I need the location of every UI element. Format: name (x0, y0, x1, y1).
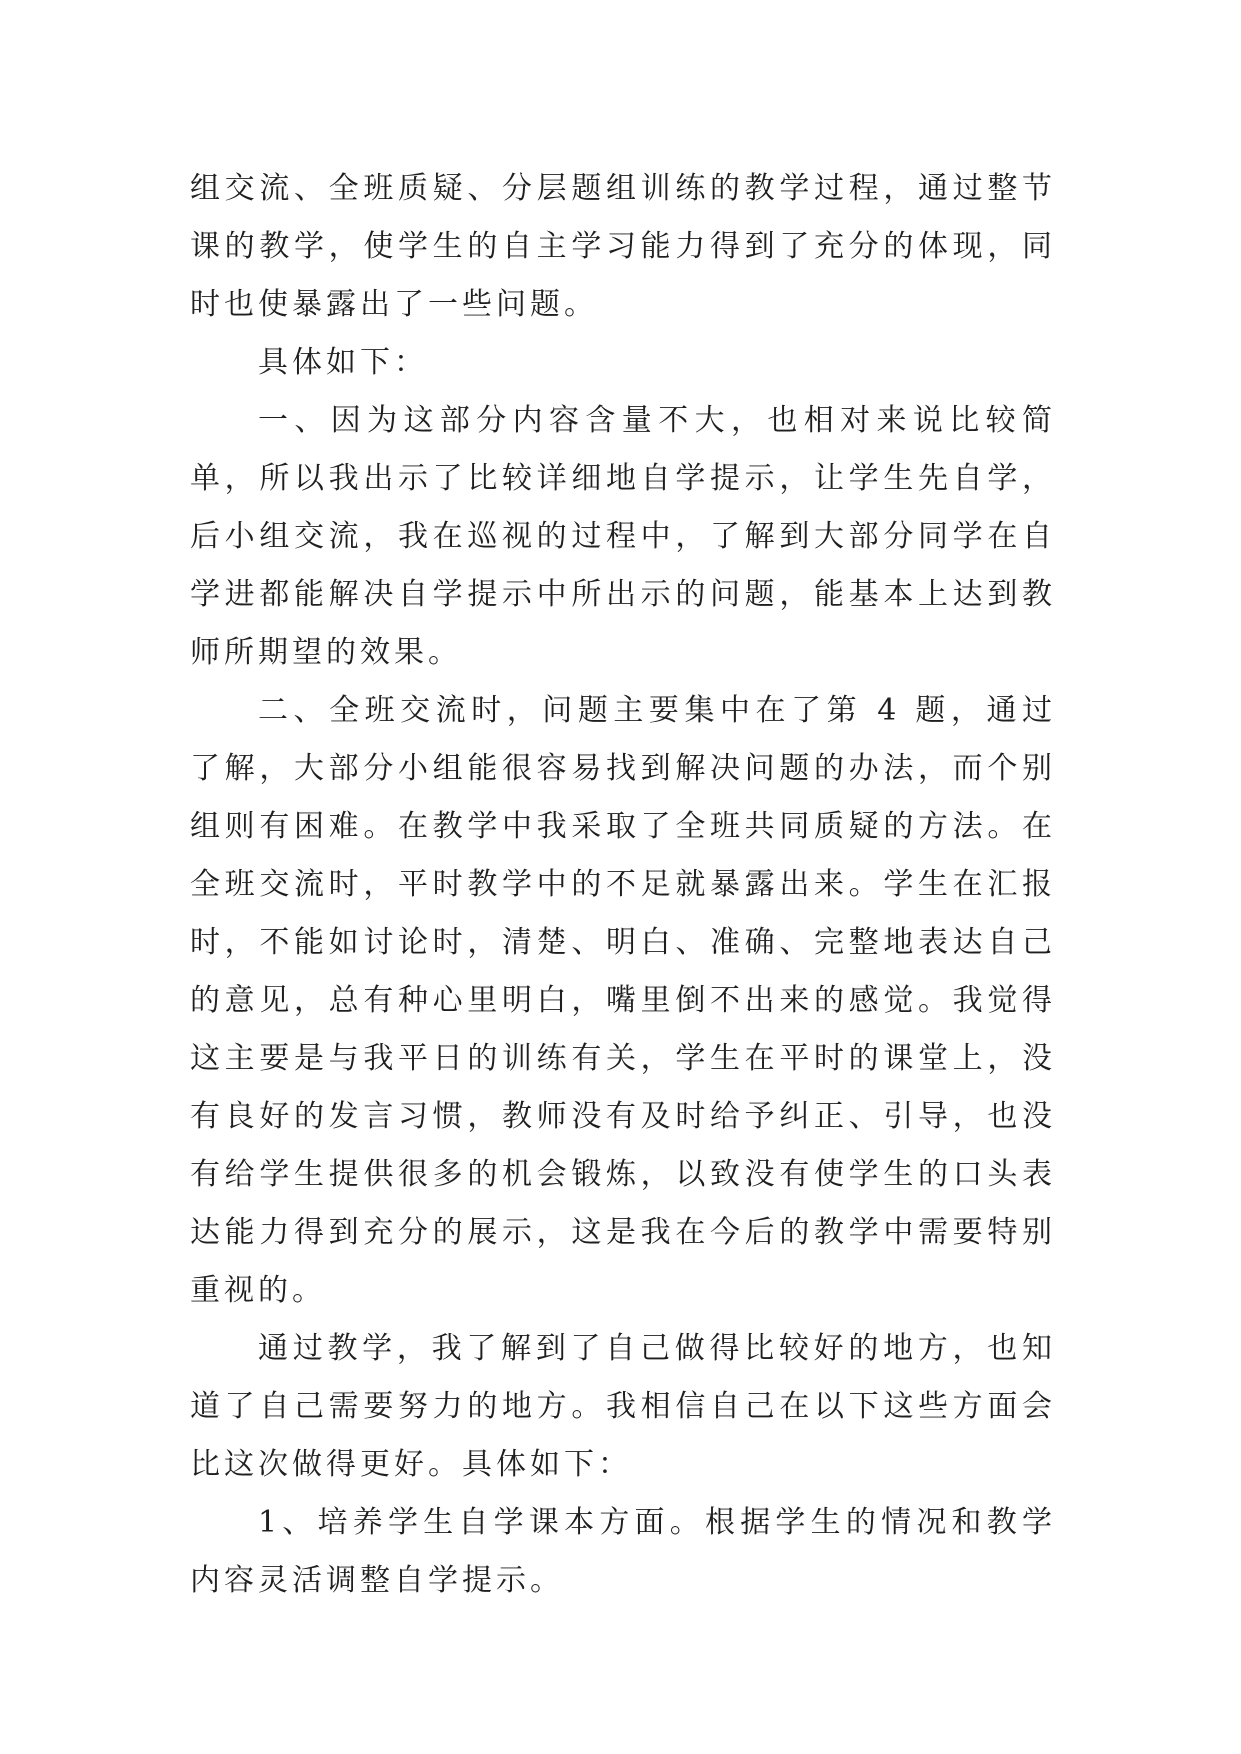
paragraph-specifics-intro: 具体如下： (258, 345, 428, 380)
document-body (190, 160, 1056, 1610)
paragraph-item-one: 1、培养学生自学课本方面。根据学生的情况和教学内容灵活调整自学提示。 (190, 1505, 1056, 1598)
paragraph-point-one: 一、因为这部分内容含量不大，也相对来说比较简单，所以我出示了比较详细地自学提示，让学生先自学，后小组交流，我在巡视的过程中，了解到大部分同学在自学进都能解决自学提示中所出示的问题，能基本上达到教师所期望的效果。 (190, 403, 1056, 670)
paragraph-point-two: 二、全班交流时，问题主要集中在了第 4 题，通过了解，大部分小组能很容易找到解决问题的办法，而个别组则有困难。在教学中我采取了全班共同质疑的方法。在全班交流时，平时教学中的不足就暴露出来。学生在汇报时，不能如讨论时，清楚、明白、准确、完整地表达自己的意见，总有种心里明白，嘴里倒不出来的感觉。我觉得这主要是与我平日的训练有关，学生在平时的课堂上，没有良好的发言习惯，教师没有及时给予纠正、引导，也没有给学生提供很多的机会锻炼，以致没有使学生的口头表达能力得到充分的展示，这是我在今后的教学中需要特别重视的。 (190, 693, 1056, 1308)
paragraph-continuation: 组交流、全班质疑、分层题组训练的教学过程，通过整节课的教学，使学生的自主学习能力得到了充分的体现，同时也使暴露出了一些问题。 (190, 171, 1056, 322)
paragraph-reflection: 通过教学，我了解到了自己做得比较好的地方，也知道了自己需要努力的地方。我相信自己在以下这些方面会比这次做得更好。具体如下： (190, 1331, 1056, 1482)
